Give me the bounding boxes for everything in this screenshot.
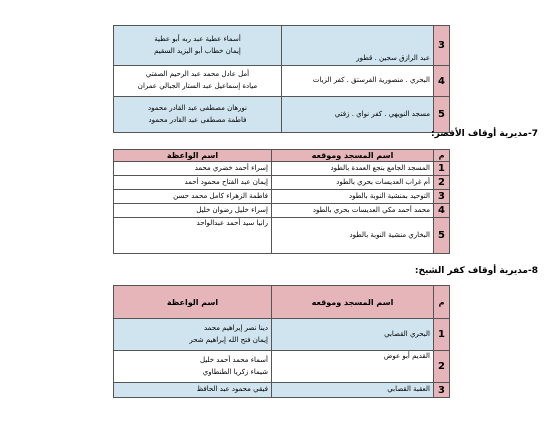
row-num: 4 [434,204,450,218]
header-preacher: اسم الواعظة [114,286,272,319]
mosque-cell: البخاري منشية النوبة بالطود [272,218,434,254]
mosque-cell: القديم أبو عوض [272,351,434,383]
preacher-cell: رانيا سيد أحمد عبدالواحد [114,218,272,254]
preacher-cell: أمل عادل محمد عبد الرحيم الصفتي ميادة إسماعيل عبد الستار الجبالي عمران [114,66,282,97]
section-8-title: 8-مديرية أوقاف كفر الشيخ: [414,266,538,276]
row-num: 5 [434,218,450,254]
header-mosque: اسم المسجد وموقعه [272,150,434,162]
preacher-cell: دينا نصر إبراهيم محمد إيمان فتح الله إبراهيم شحر [114,319,272,351]
mosque-cell: العقبة القصابي [272,383,434,398]
header-num: م [434,286,450,319]
row-num: 1 [434,162,450,176]
preacher-cell: نورهان مصطفى عبد القادر محمود فاطمة مصطفى عبد القادر محمود [114,97,282,133]
preacher-cell: فاطمة الزهراء كامل محمد حسن [114,190,272,204]
row-num: 4 [434,66,450,97]
header-preacher: اسم الواعظة [114,150,272,162]
table-section-7 [113,149,450,254]
row-num: 3 [434,383,450,398]
row-num: 3 [434,26,450,66]
mosque-cell: التوحيد بمنشية النوبة بالطود [272,190,434,204]
mosque-cell: أم غراب العديسات بحري بالطود [272,176,434,190]
preacher-cell: أسماء محمد أحمد خليل شيماء زكريا الطنطاوي [114,351,272,383]
table-top [113,25,450,133]
preacher-cell: إسراء خليل رضوان خليل [114,204,272,218]
mosque-cell: مسجد النويهي . كفر نواي . زفتي [282,97,434,133]
table-section-8 [113,285,450,398]
header-num: م [434,150,450,162]
row-num: 5 [434,97,450,133]
preacher-cell: فيقي محمود عبد الحافظ [114,383,272,398]
row-num: 3 [434,190,450,204]
row-num: 2 [434,351,450,383]
mosque-cell: محمد أحمد مكي العديسات بحري بالطود [272,204,434,218]
row-num: 2 [434,176,450,190]
preacher-cell: إسراء أحمد خضري محمد [114,162,272,176]
preacher-cell: أسماء عطية عبد ربه أبو عطية إيمان خطاب أبو اليزيد السقيم [114,26,282,66]
row-num: 1 [434,319,450,351]
section-7-title: 7-مديرية أوقاف الأقصر: [430,129,538,139]
mosque-cell: البحري القصابي [272,319,434,351]
header-mosque: اسم المسجد وموقعه [272,286,434,319]
mosque-cell: عبد الرازق سجين . قطور [282,26,434,66]
preacher-cell: إيمان عبد الفتاح محمود أحمد [114,176,272,190]
mosque-cell: البحري . منصورية الفرستق . كفر الزيات [282,66,434,97]
mosque-cell: المسجد الجامع بنجع العمدة بالطود [272,162,434,176]
